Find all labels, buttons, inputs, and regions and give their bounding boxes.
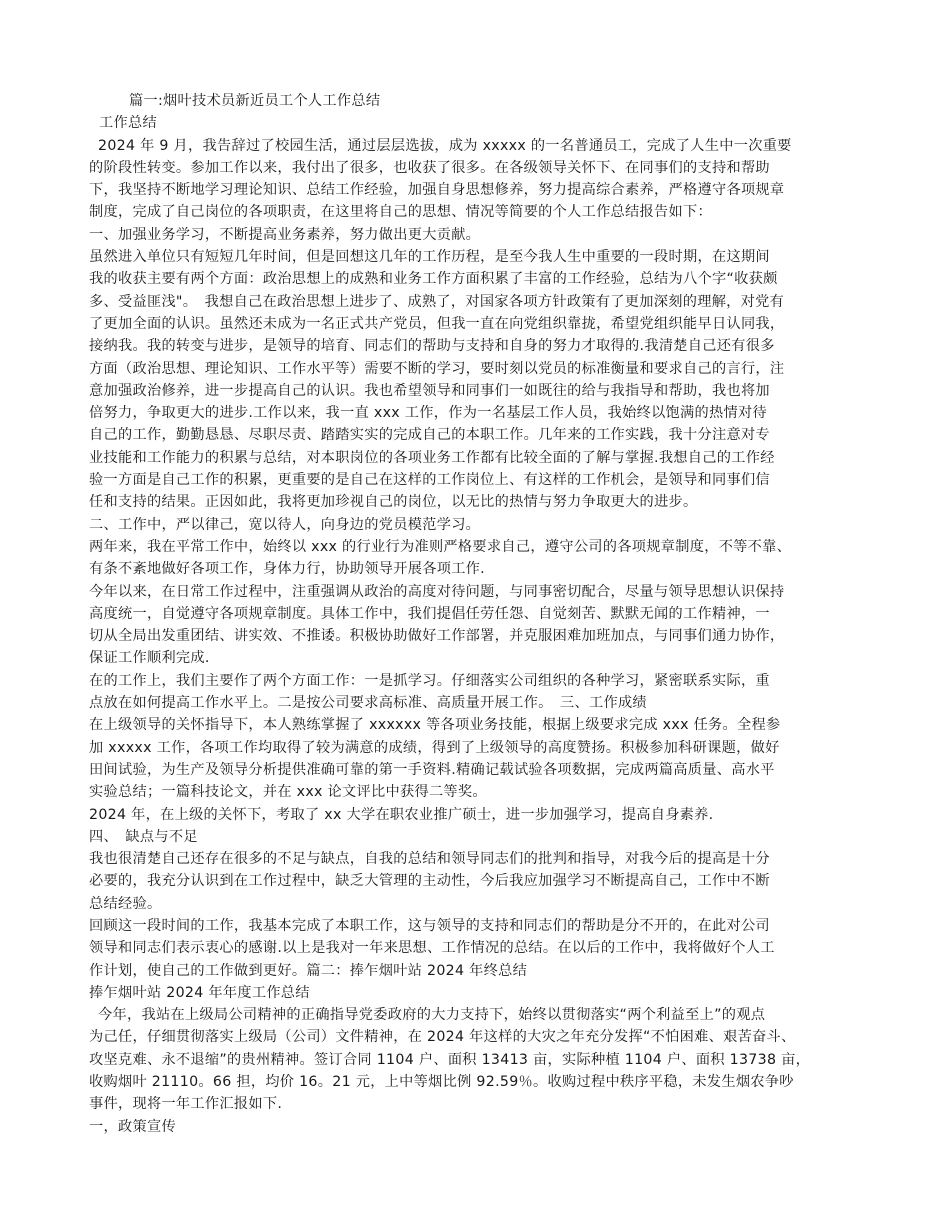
- section-heading: 工作总结: [99, 115, 157, 132]
- text-line: 我也很清楚自己还存在很多的不足与缺点，自我的总结和领导同志们的批判和指导，对我今后的提高是十分: [89, 851, 770, 868]
- text-line: 保证工作顺利完成.: [89, 650, 210, 667]
- section-heading: 一、加强业务学习，不断提高业务素养，努力做出更大贡献。: [89, 226, 481, 243]
- text-line: 在上级领导的关怀指导下，本人熟练掌握了 xxxxxx 等各项业务技能，根据上级要求完成 xxx 任务。全程参: [89, 717, 781, 734]
- text-line: 高度统一，自觉遵守各项规章制度。具体工作中，我们提倡任劳任怨、自觉刻苦、默默无闻的工作精神，一: [89, 605, 770, 622]
- text-line: 作计划，使自己的工作做到更好。篇二：捧乍烟叶站 2024 年终总结: [89, 962, 528, 979]
- section-heading: 捧乍烟叶站 2024 年年度工作总结: [89, 984, 310, 1001]
- text-line: 方面（政治思想、理论知识、工作水平等）需要不断的学习，要时刻以党员的标准衡量和要求自己的言行，注: [89, 360, 785, 377]
- text-line: 2024 年，在上级的关怀下，考取了 xx 大学在职农业推广硕士，进一步加强学习，提高自身素养.: [89, 806, 714, 823]
- text-line: 的阶段性转变。参加工作以来，我付出了很多，也收获了很多。在各级领导关怀下、在同事们的支持和帮助: [89, 159, 770, 176]
- text-line: 意加强政治修养，进一步提高自己的认识。我也希望领导和同事们一如既往的给与我指导和帮助，我也将加: [89, 382, 770, 399]
- text-line: 加 xxxxx 工作，各项工作均取得了较为满意的成绩，得到了上级领导的高度赞扬。积极参加科研课题，做好: [89, 739, 780, 756]
- text-line: 收购烟叶 21110。66 担，均价 16。21 元，上中等烟比例 92.59％。收购过程中秩序平稳，未发生烟农争吵: [89, 1074, 794, 1091]
- text-line: 验一方面是自己工作的积累，更重要的是自己在这样的工作岗位上、有这样的工作机会，是领导和同事们信: [89, 472, 770, 489]
- document-title: 篇一:烟叶技术员新近员工个人工作总结: [129, 93, 381, 109]
- text-line: 多、受益匪浅"。 我想自己在政治思想上进步了、成熟了，对国家各项方针政策有了更加深刻的理解，对党有: [89, 293, 785, 310]
- text-line: 点放在如何提高工作水平上。二是按公司要求高标准、高质量开展工作。 三、工作成绩: [89, 695, 647, 712]
- text-line: 制度，完成了自己岗位的各项职责，在这里将自己的思想、情况等简要的个人工作总结报告如下：: [89, 204, 712, 221]
- text-line: 今年，我站在上级局公司精神的正确指导党委政府的大力支持下，始终以贯彻落实“两个利益至上”的观点: [98, 1007, 766, 1024]
- text-line: 攻坚克难、永不退缩”的贵州精神。签订合同 1104 户、面积 13413 亩，实际种植 1104 户、面积 13738 亩，: [89, 1051, 811, 1068]
- text-line: 虽然进入单位只有短短几年时间，但是回想这几年的工作历程，是至今我人生中重要的一段时期，在这期间: [89, 249, 770, 266]
- text-line: 事件，现将一年工作汇报如下.: [89, 1096, 283, 1113]
- text-line: 2024 年 9 月，我告辞过了校园生活，通过层层选拔，成为 xxxxx 的一名普通员工，完成了人生中一次重要: [98, 137, 792, 154]
- section-heading: 一，政策宣传: [89, 1118, 176, 1135]
- text-line: 两年来，我在平常工作中，始终以 xxx 的行业行为准则严格要求自己，遵守公司的各项规章制度，不等不靠、: [89, 538, 792, 555]
- text-line: 切从全局出发重团结、讲实效、不推诿。积极协助做好工作部署，并克服困难加班加点，与同事们通力协作，: [89, 628, 785, 645]
- text-line: 为己任，仔细贯彻落实上级局（公司）文件精神，在 2024 年这样的大灾之年充分发挥“不怕困难、艰苦奋斗、: [89, 1029, 796, 1046]
- text-line: 回顾这一段时间的工作，我基本完成了本职工作，这与领导的支持和同志们的帮助是分不开的，在此对公司: [89, 917, 770, 934]
- text-line: 下，我坚持不断地学习理论知识、总结工作经验，加强自身思想修养，努力提高综合素养，严格遵守各项规章: [89, 182, 785, 199]
- text-line: 总结经验。: [89, 895, 162, 912]
- text-line: 我的收获主要有两个方面：政治思想上的成熟和业务工作方面积累了丰富的工作经验，总结为八个字“收获颇: [89, 271, 778, 288]
- text-line: 今年以来，在日常工作过程中，注重强调从政治的高度对待问题，与同事密切配合，尽量与领导思想认识保持: [89, 583, 785, 600]
- text-line: 自己的工作，勤勤恳恳、尽职尽责、踏踏实实的完成自己的本职工作。几年来的工作实践，我十分注意对专: [89, 427, 770, 444]
- text-line: 了更加全面的认识。虽然还未成为一名正式共产党员，但我一直在向党组织靠拢，希望党组织能早日认同我，: [89, 315, 785, 332]
- section-heading: 二、工作中，严以律己，宽以待人，向身边的党员模范学习。: [89, 516, 481, 533]
- document-page: [89, 90, 864, 1138]
- text-line: 接纳我。我的转变与进步，是领导的培育、同志们的帮助与支持和自身的努力才取得的.我清楚自己还有很多: [89, 338, 775, 355]
- text-line: 有条不紊地做好各项工作，身体力行，协助领导开展各项工作.: [89, 561, 485, 578]
- text-line: 实验总结；一篇科技论文，并在 xxx 论文评比中获得二等奖。: [89, 784, 487, 801]
- text-line: 业技能和工作能力的积累与总结，对本职岗位的各项业务工作都有比较全面的了解与掌握.我想自己的工作经: [89, 449, 775, 466]
- text-line: 倍努力，争取更大的进步.工作以来，我一直 xxx 工作，作为一名基层工作人员，我始终以饱满的热情对待: [89, 405, 767, 422]
- text-line: 任和支持的结果。正因如此，我将更加珍视自己的岗位，以无比的热情与努力争取更大的进步。: [89, 494, 698, 511]
- text-line: 田间试验，为生产及领导分析提供准确可靠的第一手资料.精确记载试验各项数据，完成两篇高质量、高水平: [89, 761, 775, 778]
- text-line: 在的工作上，我们主要作了两个方面工作：一是抓学习。仔细落实公司组织的各种学习，紧密联系实际，重: [89, 672, 770, 689]
- section-heading: 四、 缺点与不足: [89, 828, 198, 845]
- text-line: 必要的，我充分认识到在工作过程中，缺乏大管理的主动性，今后我应加强学习不断提高自己，工作中不断: [89, 873, 770, 890]
- text-line: 领导和同志们表示衷心的感谢.以上是我对一年来思想、工作情况的总结。在以后的工作中，我将做好个人工: [89, 940, 775, 957]
